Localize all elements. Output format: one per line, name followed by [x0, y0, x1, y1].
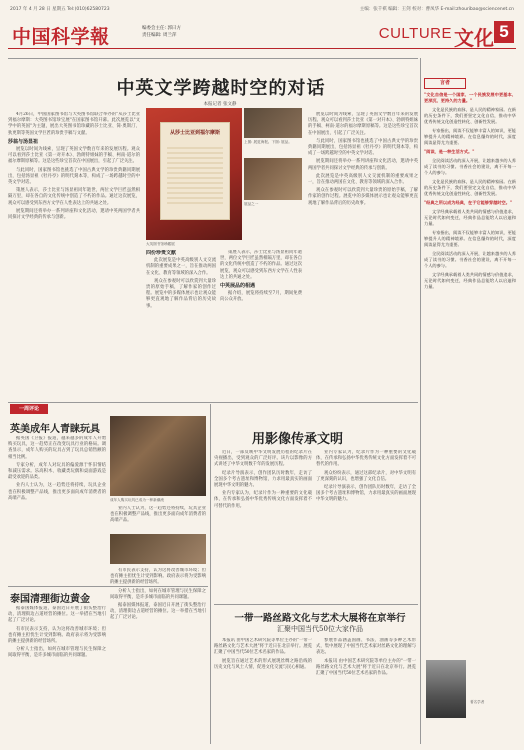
paragraph: 专家指出，阅读不仅能够丰富人的知识，更能够提升人的精神境界。在信息爆炸的时代，深度阅读显得尤为重要。 — [424, 230, 516, 247]
poster-text-lines — [167, 147, 223, 207]
paragraph: 与此同时，国家图书馆也挑选了中国古典文学的珍贵典籍同期展出，包括汤显祖《牡丹亭》的明代刻本等，构成了一场跨越时空的中英文学对话。 — [8, 167, 140, 186]
toys-caption: 成年人购买玩具已成为一种新潮流 — [110, 498, 164, 502]
paragraph: 策展人表示，莎士比亚与汤显祖同年逝世，两位文学巨匠虽然相隔万里，却在各自的文化传统中创造了不朽的作品。通过这次展览，观众可以感受到东西方文学在人性表达上的共通之处。 — [8, 188, 140, 206]
sidebar-column — [424, 78, 516, 742]
paragraph: 近日，一部反映中华文明发展历程的纪录片在央视播出，受到观众的广泛好评。该片以影像的方式讲述了中华文明数千年的发展历程。 — [214, 450, 312, 468]
paragraph: 4月26日，中国国家图书馆与大英图书馆联合举办的"从莎士比亚到福尔摩斯：大英图书馆珍宝展"在国家图书馆开幕。此次展览以"文学中的英国"为主题，展出大英图书馆珍藏的莎士比亚、简·奥斯汀、狄更斯等英国文学巨匠的珍贵手稿与文献。 — [8, 112, 140, 136]
byline: 本报记者 张文静 — [203, 102, 237, 107]
culture-article-col-2 — [316, 450, 416, 600]
paragraph: 观众在参观时可以欣赏到大量珍贵的原始手稿，了解作家的创作过程。展览中的多媒体展示也让观众能够更直观地了解作品背后的历史故事。 — [146, 278, 216, 309]
date-line: 2017 年 4 月 28 日 星期五 Tel:(010)62580723 — [10, 7, 110, 12]
poster-inner — [160, 122, 230, 220]
sidebar-tag: 言者 — [424, 78, 466, 89]
portrait-caption: 著名学者 — [470, 700, 485, 704]
subheading: 莎翁与汤显祖 — [8, 138, 39, 145]
side-caption: 展品之一 — [244, 202, 259, 206]
paragraph: 据泰国媒体报道，泰国近日开展了街头整治行动，清理街边占道经营的摊位。这一举措在当地引起了广泛讨论。 — [8, 606, 106, 624]
toys-article-cont — [110, 506, 206, 532]
paragraph: 业内人士认为，这一趋势还将持续，玩具企业也在积极调整产品线，推出更多面向成年消费者的高端产品。 — [8, 483, 106, 501]
paragraph: 有市民表示支持，认为这将改善城市环境；但也有摊主担忧生计受到影响。政府表示将为受影响的摊主提供新的经营场所。 — [110, 568, 206, 586]
culture-headline: 用影像传承文明 — [252, 432, 344, 447]
side-caption: 上图: 展览海报。下图: 展品。 — [244, 140, 292, 144]
divider — [214, 604, 418, 605]
editor-line: 主编：张千祺 编辑：王剑 校对：曹凤华 E-mail:zhouribao@sciencenet.cn — [359, 7, 514, 12]
paragraph: 文化是民族的血脉，是人民的精神家园。在新的历史条件下，我们要坚定文化自信，推动中华优秀传统文化创造性转化、创新性发展。 — [424, 107, 516, 124]
main-headline: 中英文学跨越时空的对话 — [116, 78, 326, 99]
paragraph: 分析人士指出，如何在城市管理与民生保障之间取得平衡，是许多城市面临的共同课题。 — [8, 647, 106, 659]
sidebar-divider — [420, 58, 421, 744]
paragraph: 专家指出，阅读不仅能够丰富人的知识，更能够提升人的精神境界。在信息爆炸的时代，深度阅读显得尤为重要。 — [424, 128, 516, 145]
paragraph: 全民阅读活动的深入开展，让越来越多的人养成了读书的习惯。书香社会的建设，离不开每一个人的参与。 — [424, 251, 516, 268]
section-tag: 一周评论 — [10, 404, 48, 414]
paragraph: 本报讯 由中国艺术研究院等单位主办的"一带一路丝路文化与艺术大展"将于近日在北京举行。展览汇聚了中国当代50位艺术名家的作品。 — [214, 638, 312, 656]
masthead — [8, 16, 516, 49]
exhibit-article-col-2 — [316, 638, 416, 742]
paragraph: 此次展览是中英高级别人文交流机制的重要成果之一，旨在推动两国在文化、教育等领域的深入合作。 — [146, 258, 216, 276]
paragraph: 本报讯 由中国艺术研究院等单位主办的"一带一路丝路文化与艺术大展"将于近日在北京举行。展览汇聚了中国当代50位艺术名家的作品。 — [316, 658, 416, 677]
main-article-col-2 — [146, 250, 216, 400]
paragraph: 观众纷纷表示，通过这部纪录片，对中华文明有了更深刻的认识，也增强了文化自信。 — [316, 470, 416, 482]
sidebar-text — [424, 92, 516, 732]
masthead-info-line: 责任编辑: 周兰萍 — [142, 33, 177, 38]
page-number: 5 — [494, 21, 514, 43]
exhibition-poster-photo — [146, 108, 242, 240]
masthead-info-line: 编委会主任: 郭曰方 — [142, 26, 181, 31]
paragraph: 业内专家认为，纪录片作为一种重要的文化载体，在传承和弘扬中华优秀传统文化方面发挥着不可替代的作用。 — [316, 450, 416, 468]
exhibit-article-col-1 — [214, 638, 312, 742]
paragraph: 据英国《卫报》报道，越来越多的成年人开始购买玩具，这一趋势正在改变玩具行业的格局。调查显示，成年人购买的玩具占到了玩具总销售额的相当比例。 — [8, 436, 106, 460]
paragraph: 纪录片导演表示，创作团队历时数年，走访了全国多个考古遗址和博物馆，力求用最真实的画面展现中华文明的魅力。 — [214, 470, 312, 489]
paragraph: 展览期间还将举办一系列讲座和文化活动，邀请中英两国学者共同探讨文学经典的传承与创新。 — [8, 208, 140, 221]
paragraph: 展览以时间为线索，呈现了英国文学数百年来的发展历程。观众可以看到莎士比亚《第一对开本》、勃朗特姐妹的手稿、柯南·道尔的福尔摩斯原稿等。这是这些珍宝首次在中国展出，引起了广泛关注。 — [308, 112, 418, 136]
newspaper-logo: 中国科学報 — [12, 26, 110, 48]
exhibit-photo-bottom — [244, 158, 302, 200]
paragraph: 纪录片导演表示，创作团队历时数年，走访了全国多个考古遗址和博物馆，力求用最真实的画面展现中华文明的魅力。 — [316, 485, 416, 503]
paragraph: 参展作品涵盖国画、书法、油画等多种艺术形式，集中展现了中国当代艺术家对丝路文化的理解与表达。 — [316, 638, 416, 656]
toys-headline: 英美成年人青睐玩具 — [10, 424, 100, 435]
paragraph: 文学经典承载着人类共同的情感与价值追求，无论时代如何变迁，经典作品总能给人以启迪和力量。 — [424, 209, 516, 226]
subheading: 四份珍贵文献 — [146, 250, 177, 256]
paragraph: 展览期间还将举办一系列讲座和文化活动，邀请中英两国学者共同探讨文学经典的传承与创新。 — [308, 159, 418, 171]
thailand-article-col-1 — [8, 606, 106, 742]
exhibit-subheadline: 汇聚中国当代50位大家作品 — [277, 625, 363, 633]
main-article-col-4 — [308, 112, 418, 400]
exhibit-headline: 一带一路丝路文化与艺术大展将在京举行 — [234, 613, 406, 624]
paragraph: 观众在参观时可以欣赏到大量珍贵的原始手稿，了解作家的创作过程。展览中的多媒体展示也让观众能够更直观地了解作品背后的历史故事。 — [308, 188, 418, 206]
main-article-col-1 — [8, 112, 140, 400]
portrait-photo — [426, 660, 466, 718]
pull-quote: "文化自信是一个国家、一个民族发展中更基本、更深沉、更持久的力量。" — [424, 92, 516, 103]
pull-quote: "经典之所以成为经典，在于它能够穿越时空。" — [424, 200, 513, 205]
main-article-col-3 — [220, 250, 302, 400]
thailand-headline: 泰国清理街边黄金 — [10, 594, 90, 605]
paragraph: 文化是民族的血脉，是人民的精神家园。在新的历史条件下，我们要坚定文化自信，推动中华优秀传统文化创造性转化、创新性发展。 — [424, 179, 516, 196]
paragraph: 与此同时，国家图书馆也挑选了中国古典文学的珍贵典籍同期展出，包括汤显祖《牡丹亭》的明代刻本等，构成了一场跨越时空的中英文学对话。 — [308, 138, 418, 157]
subheading: 中英展品的相遇 — [220, 283, 256, 290]
culture-article-col-1 — [214, 450, 312, 600]
column-divider — [210, 404, 211, 744]
paragraph: 展览以时间为线索，呈现了英国文学数百年来的发展历程。观众可以看到莎士比亚《第一对开本》、勃朗特姐妹的手稿、柯南·道尔的福尔摩斯原稿等。这是这些珍宝首次在中国展出，引起了广泛关注。 — [8, 147, 140, 165]
paragraph: 据介绍，展览将持续至7月，期间免费向公众开放。 — [220, 291, 302, 303]
poster-title: 从莎士比亚到福尔摩斯 — [169, 130, 220, 136]
section-name-cn: 文化 — [454, 26, 494, 50]
pull-quote: "阅读，是一种生活方式。" — [424, 149, 475, 154]
paragraph: 文学经典承载着人类共同的情感与价值追求，无论时代如何变迁，经典作品总能给人以启迪和力量。 — [424, 272, 516, 289]
toys-photo-2 — [110, 534, 206, 564]
paragraph: 专家分析，成年人对玩具的偏爱源于怀旧情结和减压需求。乐高积木、收藏类玩偶和桌面游戏是最受欢迎的品类。 — [8, 462, 106, 481]
thailand-article-col-2 — [110, 568, 206, 742]
paragraph: 策展人表示，莎士比亚与汤显祖同年逝世，两位文学巨匠虽然相隔万里，却在各自的文化传统中创造了不朽的作品。通过这次展览，观众可以感受到东西方文学在人性表达上的共通之处。 — [220, 250, 302, 280]
paragraph: 展览旨在通过艺术的形式展现丝绸之路沿线的历史文化与风土人情，促进文化交流与民心相通。 — [214, 658, 312, 670]
masthead-info — [142, 25, 181, 39]
paragraph: 分析人士指出，如何在城市管理与民生保障之间取得平衡，是许多城市面临的共同课题。 — [110, 588, 206, 600]
toys-article — [8, 436, 106, 584]
section-name-en: CULTURE — [378, 25, 452, 42]
paragraph: 据泰国媒体报道，泰国近日开展了街头整治行动，清理街边占道经营的摊位。这一举措在当地引起了广泛讨论。 — [110, 603, 206, 621]
paragraph: 业内人士认为，这一趋势还将持续，玩具企业也在积极调整产品线，推出更多面向成年消费者的高端产品。 — [110, 506, 206, 524]
paragraph: 有市民表示支持，认为这将改善城市环境；但也有摊主担忧生计受到影响。政府表示将为受影响的摊主提供新的经营场所。 — [8, 626, 106, 645]
paragraph: 此次展览是中英高级别人文交流机制的重要成果之一，旨在推动两国在文化、教育等领域的深入合作。 — [308, 173, 418, 186]
toys-photo — [110, 416, 206, 496]
divider — [8, 58, 418, 59]
paragraph: 全民阅读活动的深入开展，让越来越多的人养成了读书的习惯。书香社会的建设，离不开每一个人的参与。 — [424, 158, 516, 175]
paragraph: 业内专家认为，纪录片作为一种重要的文化载体，在传承和弘扬中华优秀传统文化方面发挥着不可替代的作用。 — [214, 491, 312, 509]
divider — [8, 402, 418, 403]
poster-caption: 大英图书馆珍藏展 — [146, 242, 175, 246]
exhibit-photo-top — [244, 108, 302, 138]
page-header-bar — [8, 4, 516, 14]
